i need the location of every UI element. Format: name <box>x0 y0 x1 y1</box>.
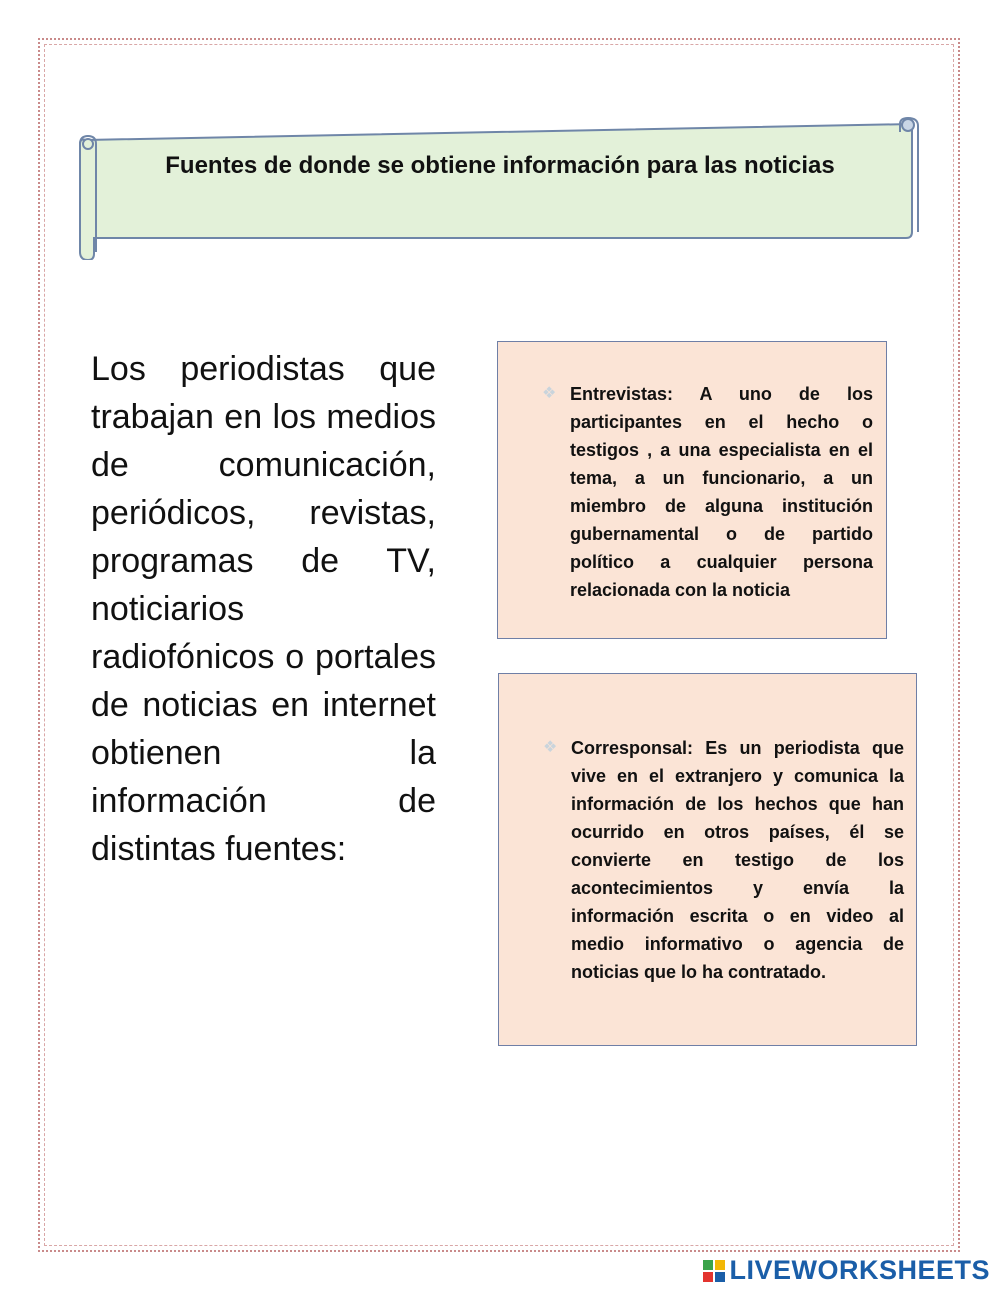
card-text: Corresponsal: Es un periodista que vive en el extranjero y comunica la información de los hechos que han ocurrido en otros países, él se convierte en testigo de los acontecimientos y envía la información escrita o en video al medio informativo o agencia de noticias que lo ha contratado. <box>571 738 904 982</box>
intro-paragraph: Los periodistas que trabajan en los medios de comunicación, periódicos, revistas, programas de TV, noticiarios radiofónicos o portales de noticias en internet obtienen la información de distintas fuentes: <box>91 350 436 868</box>
source-card-correspondent <box>498 673 917 1046</box>
brand-name: LIVEWORKSHEETS <box>729 1255 990 1285</box>
title-scroll-banner <box>74 114 924 260</box>
card-text: Entrevistas: A uno de los participantes en el hecho o testigos , a una especialista en el tema, a un funcionario, a un miembro de alguna institución gubernamental o de partido político a cualquier persona relacionada con la noticia <box>570 384 873 600</box>
banner-title: Fuentes de donde se obtiene información para las noticias <box>165 152 835 179</box>
source-card-interviews <box>497 341 887 639</box>
diamond-bullet-icon: ❖ <box>543 739 558 756</box>
diamond-bullet-icon: ❖ <box>542 385 557 402</box>
liveworksheets-logo-icon <box>703 1260 725 1282</box>
brand-logo[interactable] <box>703 1255 990 1286</box>
